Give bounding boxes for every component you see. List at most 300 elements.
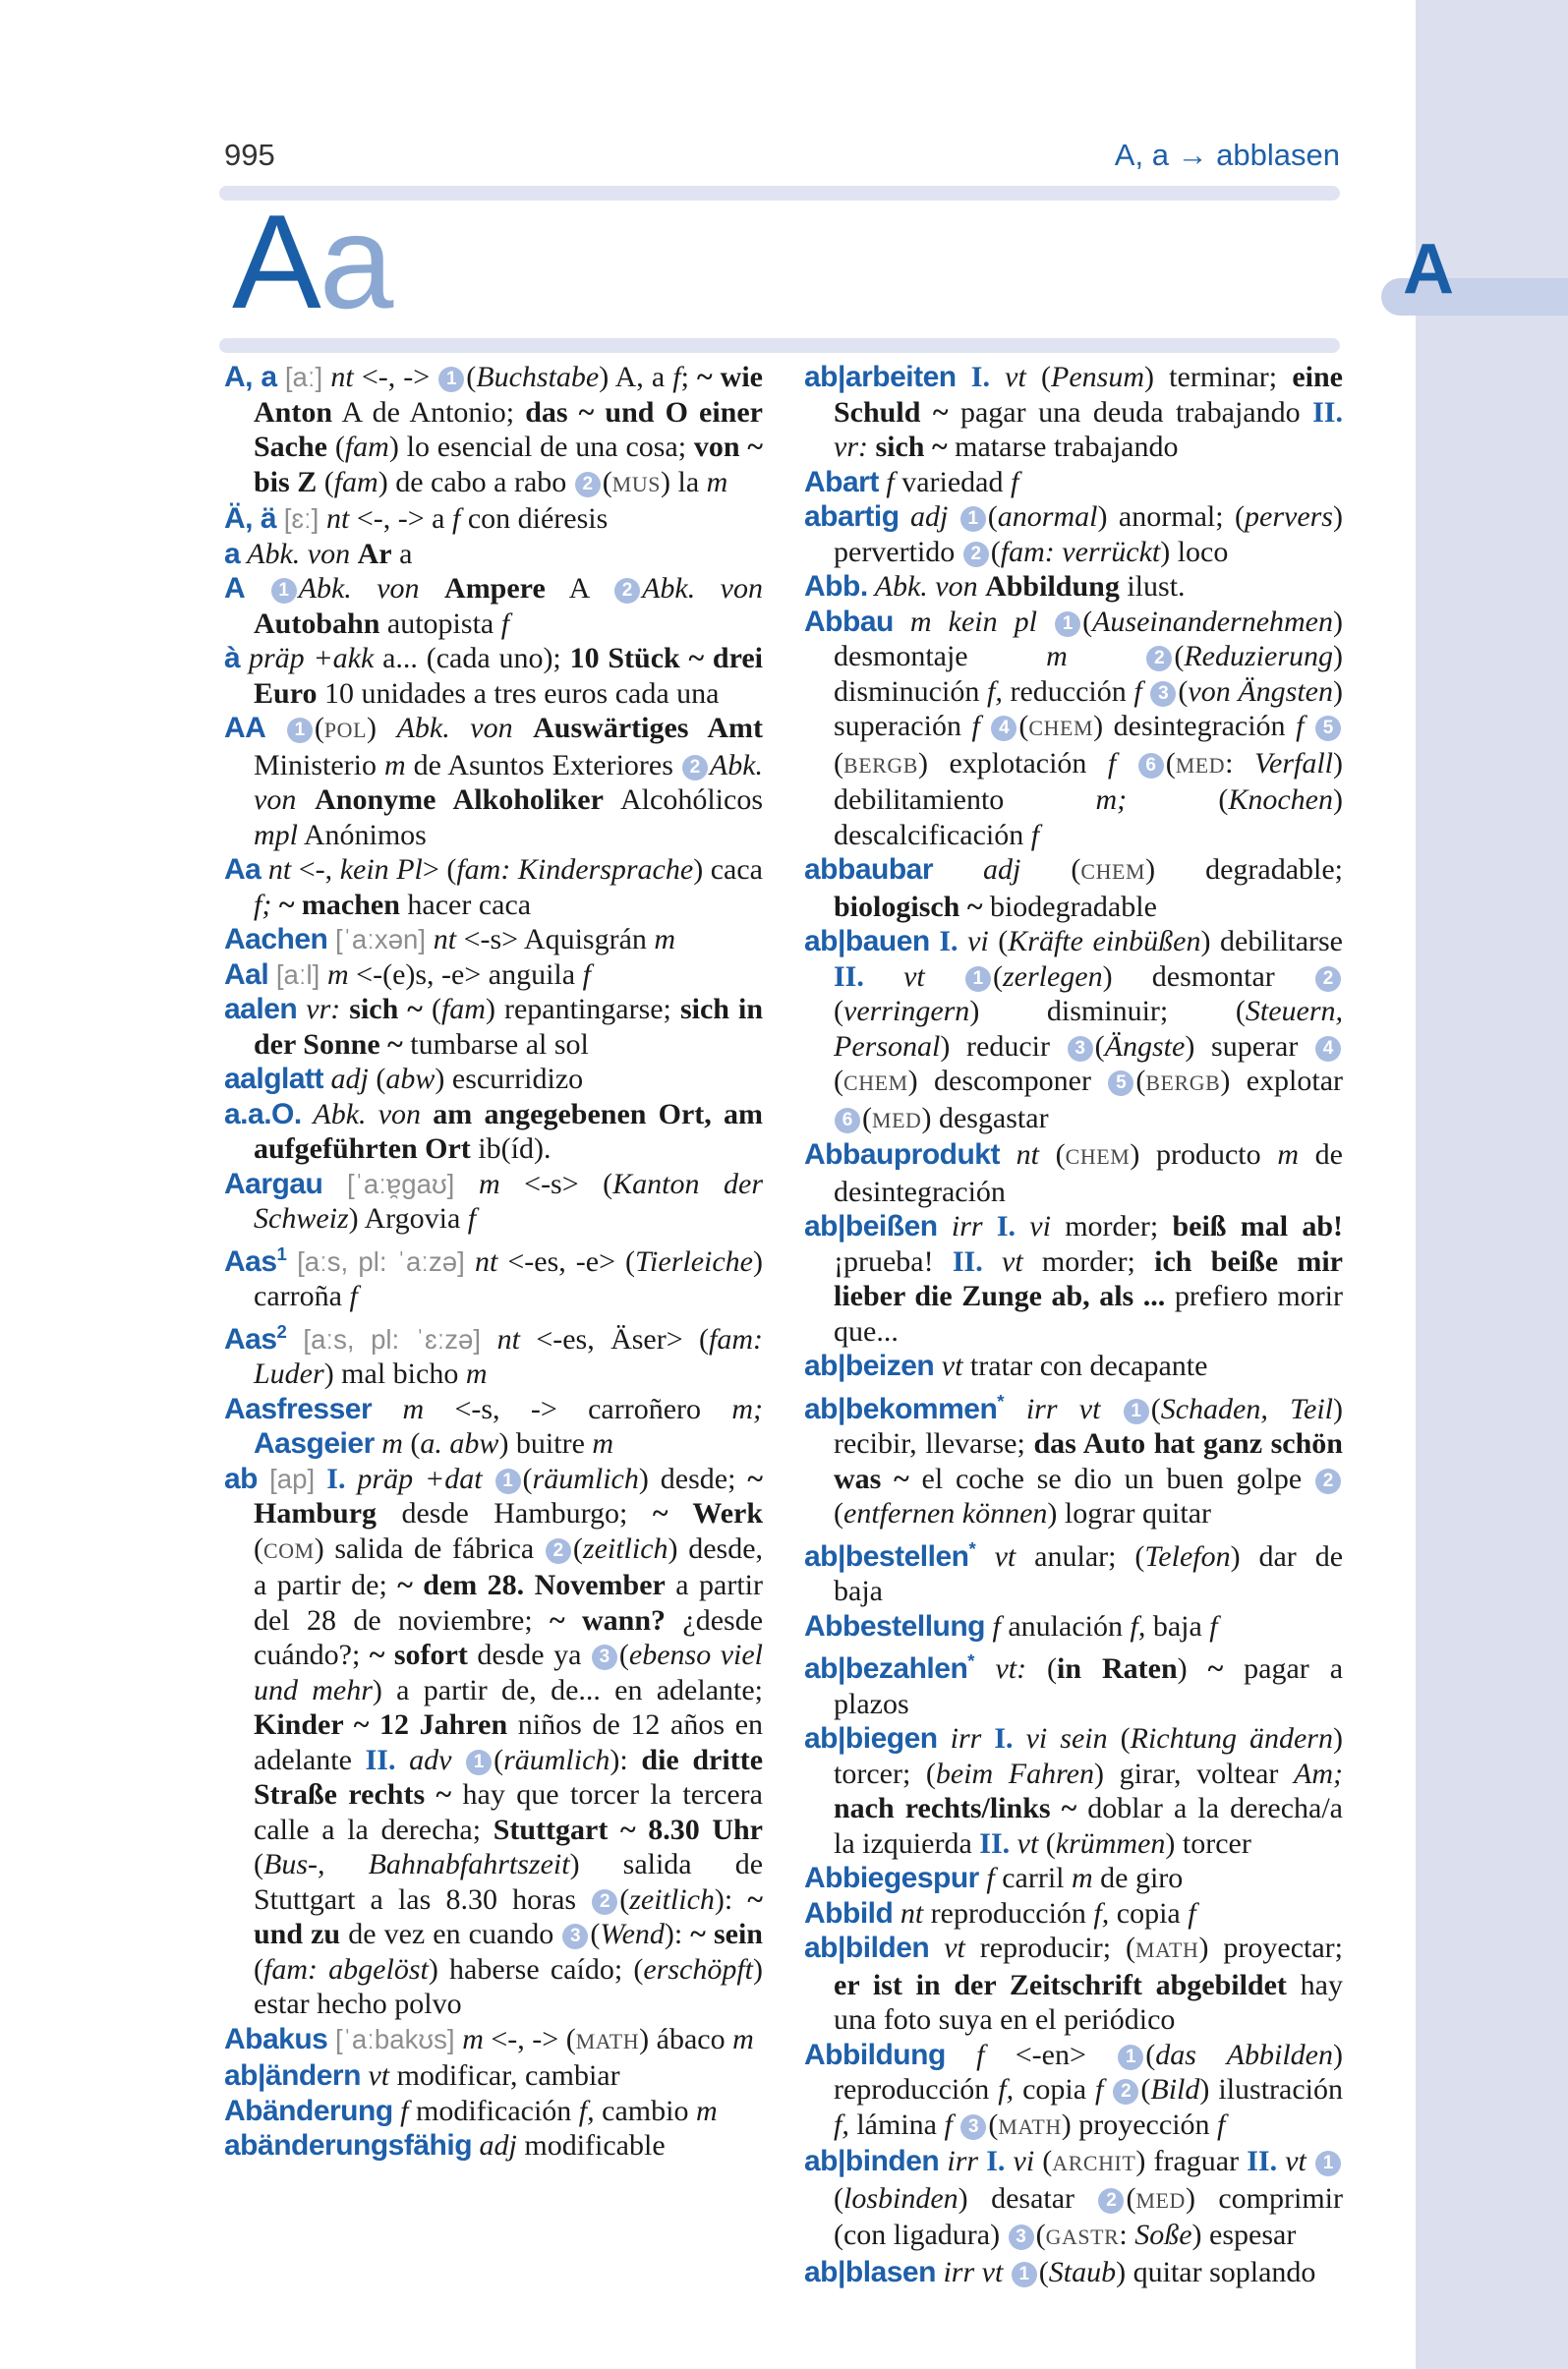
part-roman-numeral: I. [929,925,958,957]
example-phrase: das Auto hat ganz schön was ~ [834,1427,1343,1495]
translation-text [980,710,991,742]
translation-text: ( [254,1952,263,1986]
grammar-label: f [452,502,461,535]
headword: Abbildung [804,2038,946,2071]
translation-text: ) desde, a partir de; [254,1531,764,1601]
translation-text: de giro [1092,1862,1184,1894]
grammar-label: f [1209,1609,1218,1643]
headword: Abbild [804,1896,894,1930]
phonetic-transcription: [ˈaːɐ̯gaʊ] [322,1168,479,1199]
subject-field-label: CHEM [1028,716,1094,740]
dictionary-entry [224,2128,763,2164]
sense-number-badge: 2 [1113,2079,1138,2105]
sense-number-badge: 6 [1138,753,1164,779]
grammar-label: adj [472,2129,517,2162]
grammar-label: a. abw [420,1427,499,1460]
headword: Abart [804,465,879,498]
headword-superscript: 1 [276,1242,287,1264]
grammar-label: vt [1277,2145,1315,2177]
sense-number-badge: 3 [592,1645,617,1670]
dictionary-entry [224,1097,763,1167]
dictionary-entry [804,360,1343,465]
translation-text: <-s> ( [499,1167,613,1200]
grammar-label: fam: verrückt [1000,535,1161,568]
headword: Abänderung [224,2094,393,2127]
phonetic-transcription: [ɛː] [276,503,327,534]
grammar-label: irr [937,1722,995,1755]
translation-text: ( [834,1497,843,1530]
grammar-label: präp +dat [345,1462,494,1495]
subject-field-label: BERGB [1145,1070,1221,1095]
grammar-label: vt [975,1539,1016,1573]
translation-text: ( [368,1063,386,1095]
dictionary-entry [804,1137,1343,1209]
translation-text: ) explotación [917,746,1108,780]
translation-text: ( [590,1918,601,1950]
grammar-label: nt [496,1322,520,1356]
translation-text: ( [494,1743,504,1776]
translation-text: ) descalcificación [834,783,1343,851]
translation-text: ( [1082,605,1093,638]
grammar-label: fam: Luder [254,1322,763,1390]
dictionary-entry [224,711,763,852]
example-phrase: Autobahn [254,607,380,640]
translation-text: ( [834,1065,843,1097]
grammar-label: kein Pl [339,853,423,886]
subject-field-label: MATH [575,2028,640,2053]
example-phrase: Ampere [444,572,546,605]
sense-number-badge: 3 [562,1924,588,1949]
headword-superscript: * [997,1390,1005,1412]
example-phrase: sich ~ [349,993,423,1025]
page-number: 995 [224,138,275,172]
subject-field-label: COM [263,1537,315,1563]
translation-text: ) anormal; ( [1097,500,1246,533]
grammar-label: m [372,1392,425,1425]
grammar-label: Abk. von [301,1097,434,1130]
grammar-label: fam: Kindersprache [456,853,694,886]
headword: Aas [224,1244,277,1278]
translation-text: ( [317,465,334,498]
grammar-label: f [944,2108,953,2141]
grammar-label: nt [999,1138,1039,1171]
example-phrase: 10 Stück ~ drei Euro [254,642,763,710]
grammar-label: Abk. von [642,572,763,605]
translation-text [1116,747,1136,780]
translation-text: tratar con decapante [962,1350,1208,1382]
sense-number-badge: 1 [1055,611,1080,637]
translation-text: Alcohólicos [603,783,763,816]
translation-text: ) torcer [1165,1826,1251,1860]
headword: Abbau [804,605,894,638]
translation-text: ) fraguar [1135,2145,1248,2177]
translation-text: ) girar, voltear [1094,1757,1295,1790]
sense-number-badge: 3 [1068,1036,1093,1062]
grammar-label: Bild [1150,2073,1200,2106]
translation-text: ) superar [1185,1029,1315,1063]
grammar-label: nt [326,502,350,535]
headword: Abbestellung [804,1609,986,1643]
translation-text: ) disminución [834,640,1343,708]
grammar-label: f [971,710,980,742]
translation-text: morder; [1022,1244,1155,1278]
example-phrase: Ar [357,537,392,570]
dictionary-entry [804,605,1343,853]
grammar-label: mpl [254,818,298,851]
headword: Aasgeier [254,1427,375,1460]
subject-field-label: MATH [1135,1937,1199,1962]
grammar-label: Steuern, Personal [834,995,1343,1063]
translation-text: ) salida de fábrica [314,1531,545,1565]
example-phrase: ich beiße mir lieber die Zunge ab, als ... [834,1244,1343,1312]
translation-text: ) Argovia [348,1202,468,1235]
headword: ab|bilden [804,1932,930,1964]
translation-text: ) la [661,465,707,498]
translation-text [1068,640,1146,672]
grammar-label: m [706,465,728,498]
thumb-index-band [1416,0,1568,2369]
title-letter-lowercase: a [319,187,392,336]
grammar-label: irr vt [1004,1392,1123,1425]
grammar-label: vi [958,925,989,957]
sense-number-badge: 5 [1108,1070,1133,1096]
headword: ab [224,1462,259,1495]
grammar-label: f [945,2038,985,2071]
grammar-label: m [327,957,349,991]
sense-number-badge: 2 [1315,1469,1341,1494]
grammar-label: Reduzierung [1184,640,1333,672]
grammar-label: vi [1005,2145,1035,2177]
grammar-label: f [500,607,510,640]
sense-number-badge: 2 [614,578,640,604]
headword: ab|beizen [804,1350,935,1382]
dictionary-entry [804,1384,1343,1531]
sense-number-badge: 1 [1124,1399,1149,1424]
dictionary-entry [224,1062,763,1097]
headword: Abb. [804,570,868,603]
dictionary-entry [224,852,763,922]
translation-text: <-, [291,853,340,886]
grammar-label: m kein pl [893,605,1055,638]
headword: Abbauprodukt [804,1138,1000,1171]
dictionary-entry [224,360,763,501]
grammar-label: vt: [974,1652,1027,1685]
dictionary-entry [804,2038,1343,2145]
translation-text: ) a partir de, de... en adelante; [372,1673,763,1706]
sense-number-badge: 1 [965,966,991,992]
grammar-label: f [672,361,681,393]
translation-text: ( [1034,2145,1053,2177]
translation-text: de vez en cuando [340,1918,562,1950]
translation-text: ( [988,2108,999,2141]
example-phrase: Abbildung [985,570,1120,603]
translation-text: morder; [1050,1210,1173,1242]
grammar-label: f [878,465,895,498]
part-roman-numeral: I. [986,2145,1006,2177]
translation-text: ( [1165,746,1176,780]
translation-text: ) pervertido [834,500,1343,568]
subject-field-label: CHEM [1080,859,1146,884]
translation-text: <-, -> a [349,502,452,535]
translation-text: ) desmontaje [834,605,1343,672]
part-roman-numeral: I. [996,1210,1016,1242]
translation-text: ) desde; [638,1462,748,1495]
translation-text: ) [1177,1652,1208,1685]
phonetic-transcription: [aː] [276,362,331,392]
part-roman-numeral: II. [834,959,864,993]
example-phrase: nach rechts/links ~ [834,1792,1077,1824]
part-roman-numeral: II. [952,1244,983,1278]
grammar-label: m [1071,1862,1093,1894]
headword: AA [224,712,266,744]
grammar-label: f [349,1280,358,1312]
translation-text: ( [1025,361,1052,393]
translation-text: con diéresis [460,502,609,535]
translation-text: ) estar hecho polvo [254,1952,763,2020]
dictionary-entry [224,2058,763,2094]
translation-text: a partir del 28 de noviembre; [254,1569,763,1637]
grammar-label: vr: [297,993,350,1025]
translation-text [265,712,286,744]
translation-text: biodegradable [982,890,1157,923]
translation-text: <-, -> [353,361,438,393]
translation-text: ) lo esencial de una cosa; [388,431,694,463]
example-phrase: ~ sein [690,1918,763,1950]
grammar-label: Verfall [1254,746,1333,780]
sense-number-badge: 2 [963,542,989,567]
headword: Aargau [224,1167,323,1200]
translation-text: carril [994,1862,1072,1894]
dictionary-entry [224,571,763,641]
grammar-label: f [1030,818,1040,851]
grammar-label: m; [731,1392,763,1425]
grammar-label: vt [989,361,1026,393]
grammar-label: vt [360,2059,390,2092]
translation-text: ) A, a [599,361,673,393]
grammar-label: adv [395,1743,466,1776]
translation-text: ( [1039,1138,1066,1171]
translation-text: 10 unidades a tres euros cada una [317,676,720,710]
translation-text: ) buitre [498,1427,593,1460]
translation-text: <-s, -> carroñero [424,1392,732,1425]
title-rule [219,338,1340,353]
translation-text: ( [1107,1722,1131,1755]
translation-text: ( [254,1531,263,1565]
grammar-label: ebenso viel und mehr [254,1639,763,1706]
headword: Aasfresser [224,1392,373,1425]
translation-text: hay una foto suya en el periódico [834,1968,1343,2036]
subject-field-label: MATH [998,2113,1062,2139]
example-phrase: das ~ und O einer Sache [254,395,763,463]
headword: abänderungsfähig [224,2129,473,2162]
translation-text: ) quitar soplando [1116,2255,1316,2288]
translation-text: > ( [422,853,457,886]
subject-field-label: ARCHIT [1052,2151,1136,2175]
example-phrase: Anonyme Alkoholiker [315,783,604,816]
sense-number-badge: 1 [960,506,986,532]
translation-text: pagar una deuda trabajando [948,395,1313,429]
translation-text: ( [619,1882,630,1916]
translation-text: autopista [379,607,501,640]
grammar-label: irr [939,2145,987,2177]
grammar-label: vt [929,1932,965,1964]
translation-text: copia [1109,1896,1189,1930]
dictionary-entry [804,1931,1343,2038]
grammar-label: vi [1016,1210,1051,1242]
translation-text: ) recibir, llevarse; [834,1392,1343,1460]
grammar-label: Richtung ändern [1130,1722,1333,1755]
headword: a [224,537,241,570]
grammar-label: präp +akk [240,642,375,674]
grammar-label: von Ängsten [1188,674,1334,708]
translation-text: <-en> [984,2038,1118,2071]
grammar-label: m [383,748,406,781]
translation-text: reducción [1002,674,1134,708]
example-phrase: Stuttgart ~ 8.30 Uhr [493,1813,763,1846]
grammar-label: Auseinandernehmen [1092,605,1333,638]
example-phrase: von ~ bis Z [254,431,763,498]
headword: Abbiegespur [804,1862,979,1894]
translation-text: <-es, -e> ( [497,1244,636,1278]
translation-text: ): [664,1918,691,1950]
part-roman-numeral: I. [326,1462,346,1495]
grammar-label: Buchstabe [476,361,600,393]
example-phrase: ~ [1207,1652,1224,1685]
translation-text: ) espesar [1191,2219,1297,2251]
dictionary-entry [224,2094,763,2129]
headword: ab|blasen [804,2255,936,2288]
grammar-label: Abk. von [396,712,534,744]
headword: ab|bestellen [804,1539,969,1573]
sense-number-badge: 2 [1315,966,1341,992]
phonetic-transcription: [aːl] [268,958,327,990]
translation-text: <-, -> ( [483,2022,576,2055]
grammar-label: f [1107,746,1117,780]
translation-text: ( [466,361,477,393]
translation-text: ( [1126,2181,1136,2215]
dictionary-entry [224,641,763,711]
translation-text: ) superación [834,674,1344,742]
sense-number-badge: 1 [495,1469,521,1494]
translation-text: ) terminar; [1144,361,1293,393]
example-phrase: biologisch ~ [834,890,983,923]
text-column-left [224,360,763,2164]
translation-text: reproducir; ( [964,1932,1136,1964]
translation-text: ) dar de baja [834,1539,1344,1607]
translation-text [1142,675,1150,708]
grammar-label: Staub [1048,2255,1117,2288]
dictionary-entry [804,1861,1343,1896]
translation-text: ) mal bicho [323,1358,466,1390]
grammar-label: f [1095,2073,1104,2106]
translation-text: pagar a plazos [834,1652,1344,1720]
phonetic-transcription: [ap] [258,1463,327,1494]
translation-text: ( [834,746,843,780]
translation-text: ) desmontar [1102,959,1314,993]
translation-text: ) torcer; ( [834,1722,1343,1790]
dictionary-entry [224,922,763,957]
grammar-label: m [465,1358,488,1390]
translation-text: ib(íd). [470,1132,552,1165]
translation-text: Anónimos [298,818,427,851]
example-phrase: beiß mal ab! [1172,1210,1344,1242]
dictionary-entry [224,1314,763,1392]
dictionary-entry [804,852,1343,924]
dictionary-entry [224,957,763,993]
grammar-label: f, [834,2108,849,2141]
headword-superscript: * [967,1650,975,1671]
grammar-label: adj [899,500,959,533]
sense-number-badge: 6 [835,1108,860,1133]
example-phrase: ~ wann? [550,1603,667,1637]
example-phrase: in Raten [1057,1652,1178,1685]
phonetic-transcription: [ˈaːxən] [327,924,434,954]
grammar-label: Soße [1134,2219,1192,2251]
grammar-label: Bus-, Bahnabfahrtszeit [263,1848,570,1880]
sense-number-badge: 1 [287,718,313,743]
translation-text: ) desintegración [1093,710,1297,742]
grammar-label: f, [1130,1609,1146,1643]
sense-number-badge: 2 [1098,2188,1124,2214]
grammar-label: Abk. von [298,572,445,605]
translation-text: hay que torcer la tercera calle a la derecha; [254,1778,763,1846]
headword: A [224,572,246,605]
headword: ab|binden [804,2145,940,2177]
translation-text: ) reproducción [834,2038,1343,2106]
translation-text [1103,2073,1112,2106]
headword: Aal [224,957,269,991]
sense-number-badge: 4 [1315,1036,1341,1062]
translation-text: ) desatar [958,2181,1098,2215]
grammar-label: f [467,1202,477,1235]
grammar-label: erschöpft [643,1952,753,1986]
headword-superscript: * [968,1537,976,1559]
subject-field-label: BERGB [843,752,918,778]
translation-text: anular; ( [1016,1539,1145,1573]
grammar-label: f [1296,710,1305,742]
grammar-label: f, [998,2073,1015,2106]
translation-text: variedad [894,465,1011,498]
dictionary-entry [224,2022,763,2059]
grammar-label: Abk. von [254,748,764,816]
grammar-label: m [654,923,676,955]
grammar-label: fam [344,431,389,463]
grammar-label: fam [333,465,378,498]
example-phrase: sich ~ [875,431,948,463]
translation-text: ) comprimir (con ligadura) [834,2181,1343,2251]
headword: A, a [224,361,277,393]
grammar-label: verringern [843,995,970,1027]
headword: ab|bekommen [804,1392,998,1425]
subject-field-label: MED [1135,2187,1186,2213]
sense-number-badge: 1 [1118,2045,1143,2070]
translation-text: ( [522,1462,533,1495]
dictionary-entry [804,1896,1343,1932]
dictionary-entry [804,1644,1343,1721]
part-roman-numeral: II. [1312,395,1343,429]
example-phrase: ~ Werk [652,1497,764,1530]
grammar-label: vi sein [1013,1722,1108,1755]
sense-number-badge: 2 [546,1538,571,1564]
grammar-label: zeitlich [582,1531,668,1565]
translation-text: ( [254,1848,263,1880]
translation-text: ( [1145,2038,1156,2071]
dictionary-entry [804,924,1343,1137]
dictionary-entry [804,1531,1343,1609]
subject-field-label: MUS [611,471,662,496]
translation-text: ( [1038,1826,1056,1860]
translation-text: ( [987,500,998,533]
